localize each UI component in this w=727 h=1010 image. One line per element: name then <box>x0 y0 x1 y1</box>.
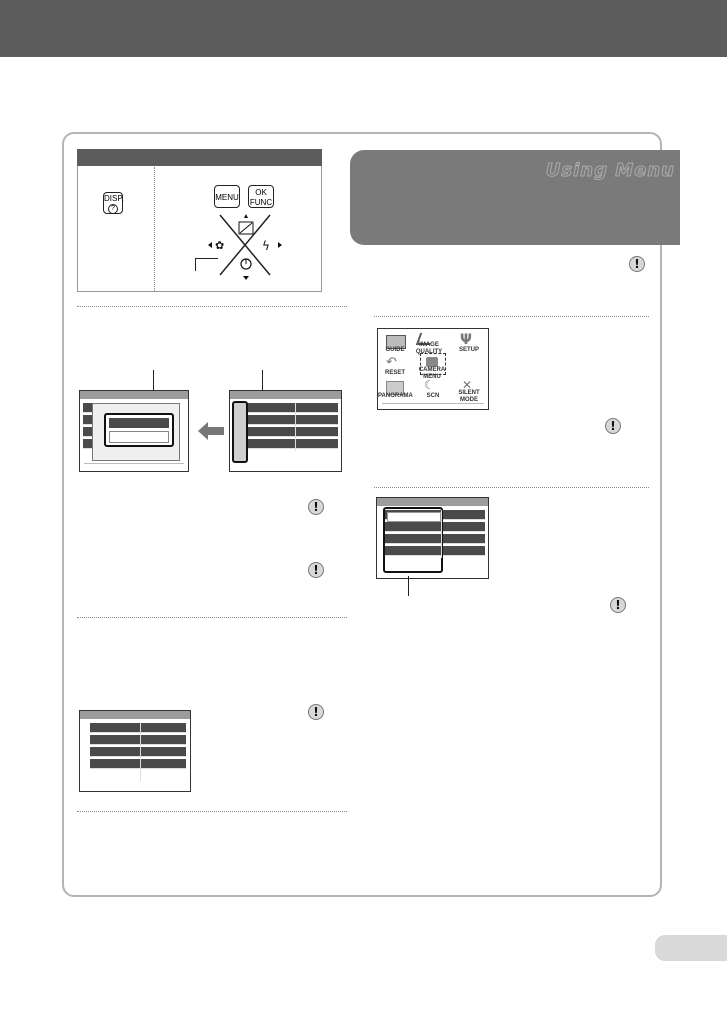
note-icon: ! <box>605 418 621 434</box>
scn-icon: ☾ <box>424 378 435 392</box>
camera-icon <box>426 357 438 367</box>
chapter-header-band <box>0 0 727 57</box>
menu-label-reset: RESET <box>384 370 405 376</box>
page-tab-highlight <box>232 401 248 463</box>
menu-label-guide: GUIDE <box>385 347 405 353</box>
submenu-highlight <box>104 413 174 447</box>
arrow-pad <box>200 210 290 290</box>
disp-key-label: DISP. <box>104 194 124 203</box>
controls-box-header <box>77 149 322 166</box>
help-icon: ? <box>108 204 118 214</box>
separator <box>77 306 347 307</box>
menu-label-panorama: PANORAMA <box>378 393 413 399</box>
up-arrow-icon <box>244 214 248 218</box>
ok-label: OK <box>255 188 267 197</box>
menu-label-setup: SETUP <box>458 347 479 353</box>
right-arrow-icon <box>278 242 282 248</box>
menu-label-silent-mode: SILENT MODE <box>458 390 480 403</box>
section-title: Using Menu <box>545 160 675 181</box>
note-icon: ! <box>629 256 645 272</box>
callout-line <box>195 258 218 271</box>
ok-func-button <box>248 185 274 208</box>
left-arrow-icon <box>208 242 212 248</box>
note-icon: ! <box>308 562 324 578</box>
note-icon: ! <box>308 704 324 720</box>
macro-icon: ✿ <box>215 239 225 252</box>
lcd-screen-setting <box>79 710 191 792</box>
separator <box>77 811 347 812</box>
down-arrow-icon <box>243 276 249 280</box>
separator <box>374 487 649 488</box>
disp-button <box>103 192 123 214</box>
note-icon: ! <box>308 499 324 515</box>
flash-icon: ϟ <box>262 239 270 253</box>
controls-divider <box>154 167 155 291</box>
silent-mode-icon: ✕ <box>462 378 473 392</box>
menu-button: MENU <box>214 185 240 208</box>
separator <box>374 316 649 317</box>
callout-line <box>408 576 409 596</box>
back-arrow-icon <box>198 420 226 442</box>
menu-label-image-quality: IMAGE QUALITY <box>415 342 443 355</box>
lcd-screen-function-list <box>376 497 489 579</box>
note-icon: ! <box>610 597 626 613</box>
page-number-tab <box>655 935 727 961</box>
lcd-screen-menu-list <box>229 390 342 472</box>
lcd-screen-top-menu <box>377 328 489 410</box>
menu-label-camera-menu: CAMERA MENU <box>418 367 446 380</box>
screen-title-bar <box>80 391 188 399</box>
func-label: FUNC <box>249 198 273 207</box>
lcd-screen-submenu <box>79 390 189 472</box>
separator <box>77 617 347 618</box>
setup-icon: Ψ <box>460 332 472 348</box>
reset-icon: ↶ <box>386 355 397 370</box>
menu-label-scn: SCN <box>426 393 440 399</box>
